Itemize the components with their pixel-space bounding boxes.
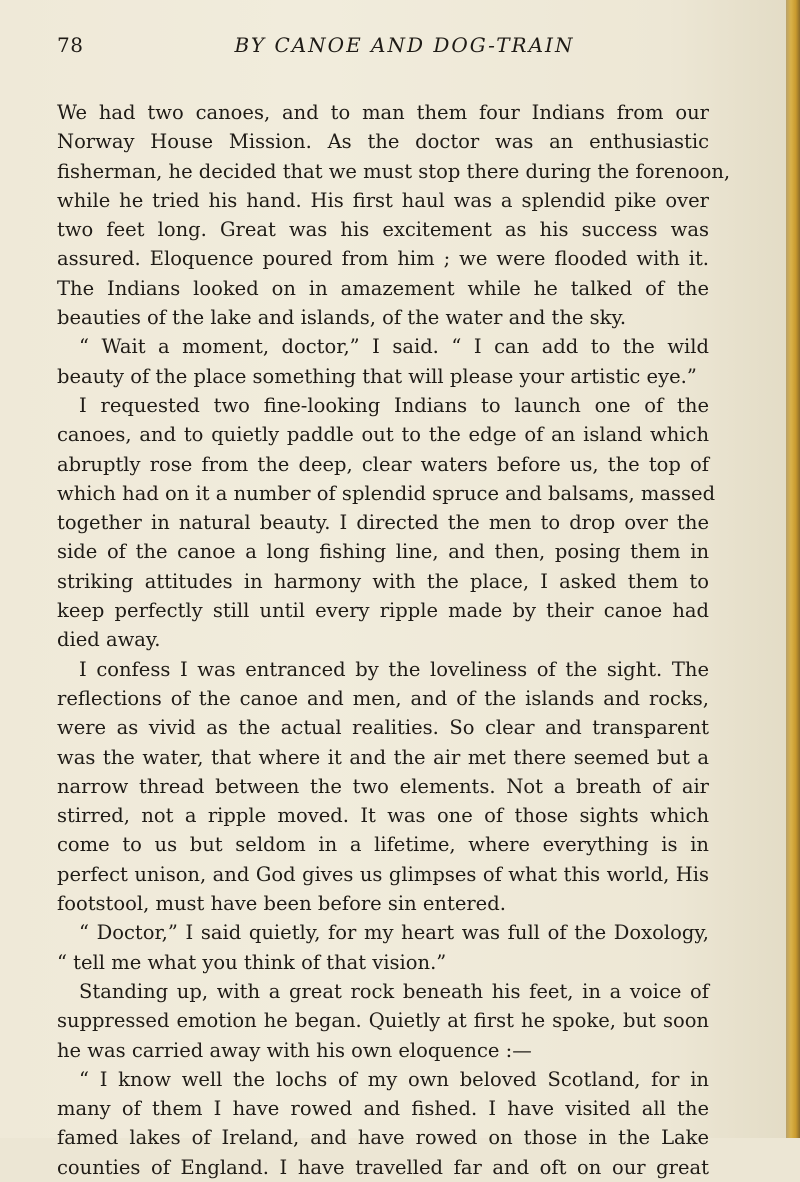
- text-line: reflections of the canoe and men, and of the islands and rocks,: [57, 686, 709, 710]
- text-line: beauties of the lake and islands, of the water and the sky.: [57, 306, 627, 330]
- text-line: suppressed emotion he began. Quietly at first he spoke, but soon: [57, 1009, 709, 1033]
- text-line: which had on it a number of splendid spruce and balsams, massed: [57, 481, 716, 505]
- text-line: two feet long. Great was his excitement as his success was: [57, 218, 709, 242]
- text-line: abruptly rose from the deep, clear waters before us, the top of: [57, 452, 709, 476]
- text-line: died away.: [57, 628, 161, 652]
- text-line: Norway House Mission. As the doctor was an enthusiastic: [57, 130, 709, 154]
- text-line: I confess I was entranced by the loveliness of the sight. The: [79, 657, 709, 681]
- text-line: perfect unison, and God gives us glimpses of what this world, His: [57, 862, 709, 886]
- text-line: narrow thread between the two elements. Not a breath of air: [57, 774, 709, 798]
- text-line: We had two canoes, and to man them four Indians from our: [57, 101, 709, 124]
- text-line: famed lakes of Ireland, and have rowed on those in the Lake: [57, 1126, 709, 1150]
- text-line: counties of England. I have travelled far and oft on our great: [57, 1155, 709, 1179]
- text-line: together in natural beauty. I directed the men to drop over the: [57, 511, 709, 535]
- text-line: “ Wait a moment, doctor,” I said. “ I can add to the wild: [79, 335, 709, 359]
- text-line: “ tell me what you think of that vision.”: [57, 950, 447, 974]
- text-line: Standing up, with a great rock beneath his feet, in a voice of: [79, 979, 709, 1003]
- text-line: “ I know well the lochs of my own beloved Scotland, for in: [79, 1067, 709, 1091]
- text-line: were as vivid as the actual realities. So clear and transparent: [57, 716, 709, 740]
- text-line: come to us but seldom in a lifetime, where everything is in: [57, 833, 709, 857]
- text-line: stirred, not a ripple moved. It was one of those sights which: [57, 804, 709, 828]
- page-edge: [786, 0, 800, 1138]
- text-line: The Indians looked on in amazement while he talked of the: [57, 276, 709, 300]
- body-text: [57, 98, 731, 1182]
- text-line: keep perfectly still until every ripple made by their canoe had: [57, 599, 709, 623]
- text-line: canoes, and to quietly paddle out to the edge of an island which: [57, 423, 709, 447]
- text-line: fisherman, he decided that we must stop there during the forenoon,: [57, 159, 731, 183]
- page-number: 78: [57, 33, 84, 57]
- running-title: BY CANOE AND DOG-TRAIN: [234, 33, 575, 57]
- text-line: was the water, that where it and the air met there seemed but a: [57, 745, 709, 769]
- text-line: I requested two fine-looking Indians to launch one of the: [79, 393, 709, 417]
- text-line: he was carried away with his own eloquence :—: [57, 1038, 532, 1062]
- text-line: while he tried his hand. His first haul was a splendid pike over: [57, 188, 709, 212]
- page-header: [57, 33, 752, 63]
- text-line: beauty of the place something that will please your artistic eye.”: [57, 364, 697, 388]
- text-line: many of them I have rowed and fished. I have visited all the: [57, 1097, 709, 1121]
- text-line: striking attitudes in harmony with the place, I asked them to: [57, 569, 709, 593]
- text-line: side of the canoe a long fishing line, and then, posing them in: [57, 540, 709, 564]
- text-line: footstool, must have been before sin entered.: [57, 892, 506, 916]
- text-line: “ Doctor,” I said quietly, for my heart was full of the Doxology,: [79, 921, 709, 945]
- text-line: assured. Eloquence poured from him ; we were flooded with it.: [57, 247, 709, 271]
